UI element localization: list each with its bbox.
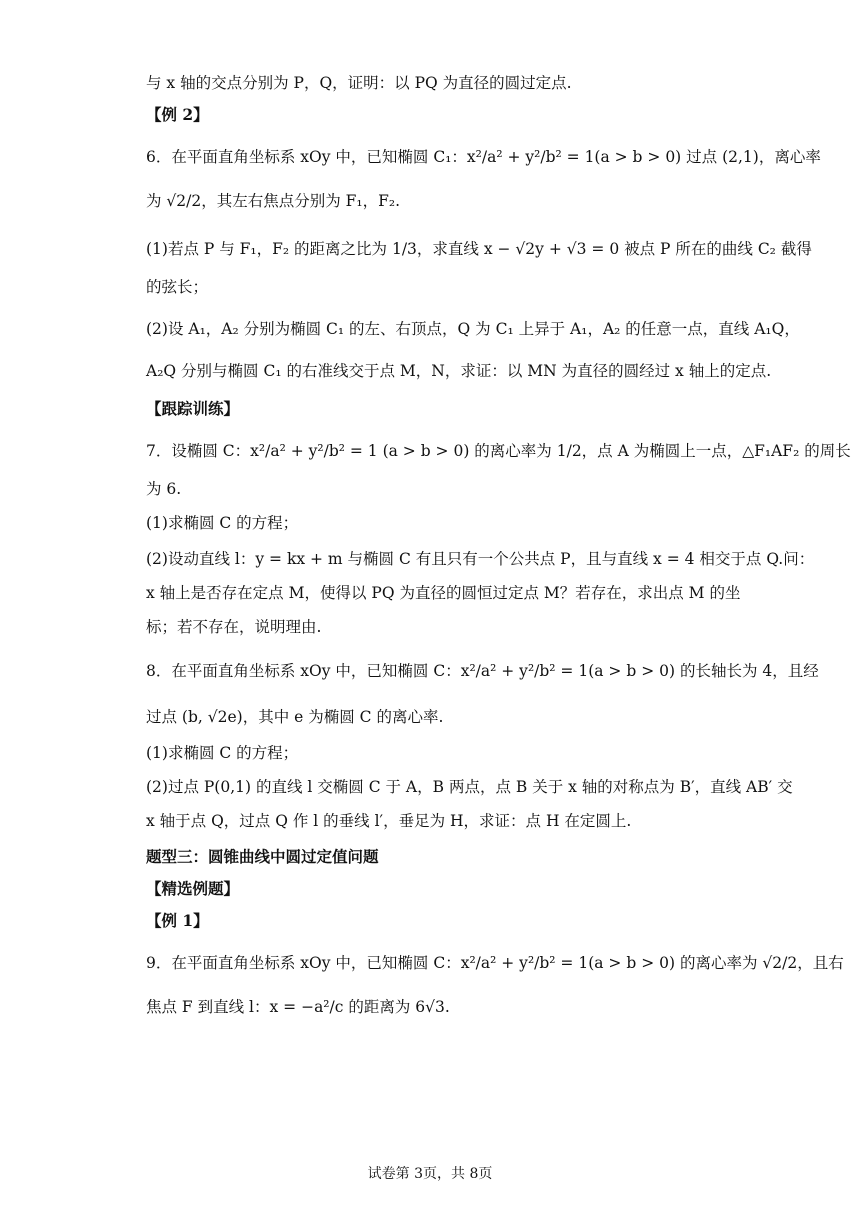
text-line: x 轴上是否存在定点 M，使得以 PQ 为直径的圆恒过定点 M？若存在，求出点 M 的坐: [146, 584, 741, 602]
text-line: (2)设动直线 l：y = kx + m 与椭圆 C 有且只有一个公共点 P，且与直线 x = 4 相交于点 Q.问：: [146, 550, 815, 568]
problem-7-line: 7．设椭圆 C：x²/a² + y²/b² = 1 (a > b > 0) 的离心率为 1/2，点 A 为椭圆上一点，△F₁AF₂ 的周长: [146, 442, 851, 460]
text-line: 为 6.: [146, 480, 182, 498]
section-heading: 题型三：圆锥曲线中圆过定值问题: [146, 847, 379, 866]
text-line: (2)过点 P(0,1) 的直线 l 交椭圆 C 于 A，B 两点，点 B 关于 x 轴的对称点为 B′，直线 AB′ 交: [146, 778, 793, 796]
problem-8-line: 8．在平面直角坐标系 xOy 中，已知椭圆 C：x²/a² + y²/b² = 1(a > b > 0) 的长轴长为 4，且经: [146, 662, 819, 680]
text-line: 的弦长；: [146, 278, 209, 296]
text-line: 过点 (b, √2e)，其中 e 为椭圆 C 的离心率.: [146, 708, 444, 726]
text-line: (1)求椭圆 C 的方程；: [146, 744, 299, 762]
page-footer: 试卷第 3页，共 8页: [367, 1166, 493, 1182]
text-line: (1)若点 P 与 F₁，F₂ 的距离之比为 1/3，求直线 x − √2y + √3 = 0 被点 P 所在的曲线 C₂ 截得: [146, 240, 812, 258]
section-heading: 【例 1】: [146, 911, 209, 930]
text-line: 标；若不存在，说明理由.: [146, 618, 322, 636]
text-line: x 轴于点 Q，过点 Q 作 l 的垂线 l′，垂足为 H，求证：点 H 在定圆上.: [146, 812, 632, 830]
problem-6-line: 6．在平面直角坐标系 xOy 中，已知椭圆 C₁：x²/a² + y²/b² = 1(a > b > 0) 过点 (2,1)，离心率: [146, 148, 821, 166]
text-line: A₂Q 分别与椭圆 C₁ 的右准线交于点 M，N，求证：以 MN 为直径的圆经过 x 轴上的定点.: [146, 362, 772, 380]
problem-9-line: 9．在平面直角坐标系 xOy 中，已知椭圆 C：x²/a² + y²/b² = 1(a > b > 0) 的离心率为 √2/2，且右: [146, 954, 844, 972]
section-heading: 【例 2】: [146, 105, 209, 124]
text-line: 为 √2/2，其左右焦点分别为 F₁，F₂.: [146, 192, 401, 210]
section-heading: 【跟踪训练】: [146, 399, 240, 418]
text-line: (1)求椭圆 C 的方程；: [146, 514, 299, 532]
section-heading: 【精选例题】: [146, 879, 240, 898]
text-line: 与 x 轴的交点分别为 P，Q，证明：以 PQ 为直径的圆过定点.: [146, 74, 572, 92]
text-line: 焦点 F 到直线 l：x = −a²/c 的距离为 6√3.: [146, 998, 450, 1016]
text-line: (2)设 A₁，A₂ 分别为椭圆 C₁ 的左、右顶点，Q 为 C₁ 上异于 A₁，A₂ 的任意一点，直线 A₁Q，: [146, 320, 800, 338]
